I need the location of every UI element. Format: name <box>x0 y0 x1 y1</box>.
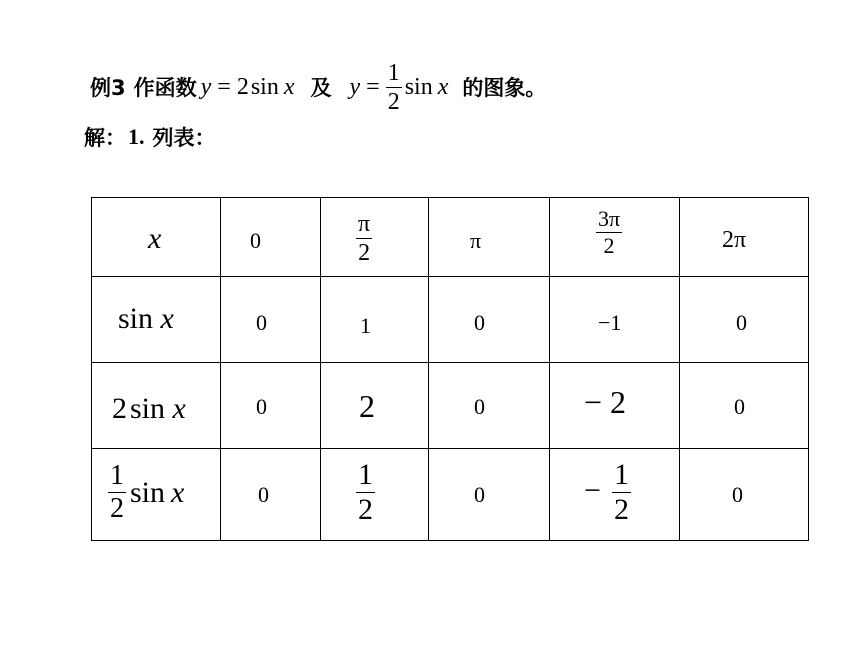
heading-tail: 的图象。 <box>462 76 547 100</box>
table-rule <box>679 197 680 541</box>
table-border-right <box>808 197 809 541</box>
halfsin-func: sin <box>130 475 166 509</box>
x-value-numerator: π <box>358 211 371 237</box>
halfsinx-numerator: 1 <box>358 458 373 491</box>
sinx-var: x <box>160 302 174 335</box>
sinx-value: 0 <box>256 310 267 335</box>
heading-verb: 作函数 <box>133 76 197 100</box>
twosin-var: x <box>172 392 186 425</box>
halfsinx-denominator: 2 <box>358 493 373 526</box>
eq1-lhs: y <box>200 73 212 100</box>
halfsin-numerator: 1 <box>110 460 124 491</box>
sinx-value: 0 <box>736 310 747 335</box>
table-rule <box>91 448 809 449</box>
halfsinx-value-fraction <box>356 460 375 525</box>
x-value: π <box>470 228 482 253</box>
solution-step-number: 1. <box>128 124 145 149</box>
eq1-func: sin <box>250 73 279 100</box>
eq1-equals: = <box>217 73 231 100</box>
twosinx-value: 0 <box>256 394 267 419</box>
x-value-denominator: 2 <box>603 233 615 258</box>
table-rule <box>91 276 809 277</box>
eq1-var: x <box>283 73 295 100</box>
heading-conjunction: 及 <box>310 76 332 100</box>
halfsin-fraction <box>108 462 126 523</box>
eq2-numerator: 1 <box>387 59 400 86</box>
row-header-halfsinx <box>108 462 184 523</box>
eq2-var: x <box>437 73 449 100</box>
sinx-func: sin <box>118 302 154 335</box>
table-border-top <box>91 197 809 198</box>
halfsinx-value-fraction <box>612 460 631 525</box>
halfsinx-numerator: 1 <box>614 458 629 491</box>
solution-step-text: 列表： <box>152 126 216 150</box>
eq1-coef: 2 <box>236 73 249 100</box>
example-label: 例3 <box>90 76 126 100</box>
eq2-equals: = <box>366 73 380 100</box>
twosinx-value: 0 <box>474 394 485 419</box>
row-header-2sinx <box>112 392 186 426</box>
eq2-lhs: y <box>349 73 361 100</box>
sinx-value: 0 <box>474 310 485 335</box>
halfsinx-value-sign: − <box>584 474 601 507</box>
eq2-func: sin <box>404 73 433 100</box>
table-rule <box>220 197 221 541</box>
table-rule <box>549 197 550 541</box>
twosinx-value: − 2 <box>584 384 627 420</box>
sinx-value: −1 <box>598 310 622 335</box>
row-header-sinx <box>118 302 174 336</box>
table-rule <box>320 197 321 541</box>
sinx-value: 1 <box>360 313 371 338</box>
table-rule <box>91 362 809 363</box>
eq2-denominator: 2 <box>387 88 400 115</box>
x-value-denominator: 2 <box>358 240 371 266</box>
twosinx-value: 2 <box>359 388 375 424</box>
x-value-fraction <box>596 208 622 257</box>
halfsinx-value: 0 <box>258 482 269 507</box>
table-rule <box>428 197 429 541</box>
halfsin-denominator: 2 <box>110 493 124 524</box>
x-value-fraction <box>356 212 372 265</box>
twosin-coef: 2 <box>112 392 127 425</box>
table-border-left <box>91 197 92 541</box>
row-header-x: x <box>148 222 162 255</box>
twosin-func: sin <box>130 392 166 425</box>
halfsinx-value: 0 <box>732 482 743 507</box>
x-value: 0 <box>250 228 261 253</box>
halfsinx-denominator: 2 <box>614 493 629 526</box>
table-border-bottom <box>91 540 809 541</box>
solution-label: 解： <box>84 126 126 150</box>
halfsinx-value: 0 <box>474 482 485 507</box>
twosinx-value: 0 <box>734 394 745 419</box>
x-value: 2π <box>722 227 747 253</box>
x-value-numerator: 3π <box>598 206 621 231</box>
halfsin-var: x <box>171 475 185 509</box>
